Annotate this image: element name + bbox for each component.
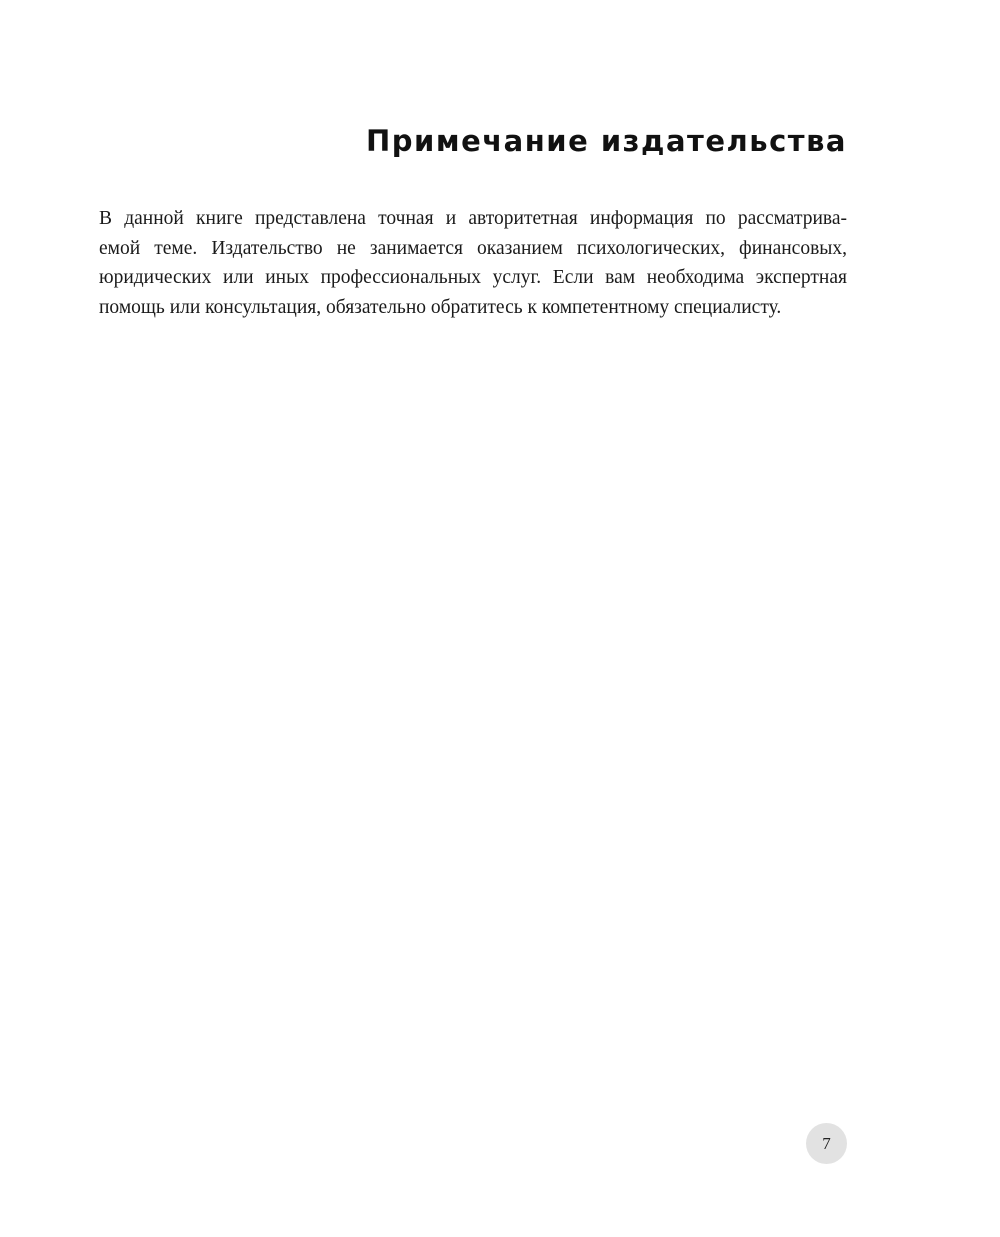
page-number-badge: 7	[806, 1123, 847, 1164]
page-title: Примечание издательства	[366, 124, 847, 158]
paragraph-line: В данной книге представлена точная и авторитетная информация по рассматрива-	[99, 208, 847, 229]
paragraph-line: помощь или консультация, обязательно обратитесь к компетентному специалисту.	[99, 296, 782, 318]
paragraph-line: юридических или иных профессиональных услуг. Если вам необходима экспертная	[99, 267, 847, 288]
paragraph-line: емой теме. Издательство не занимается оказанием психологических, финансовых,	[99, 237, 847, 259]
publisher-note-paragraph	[99, 204, 847, 322]
